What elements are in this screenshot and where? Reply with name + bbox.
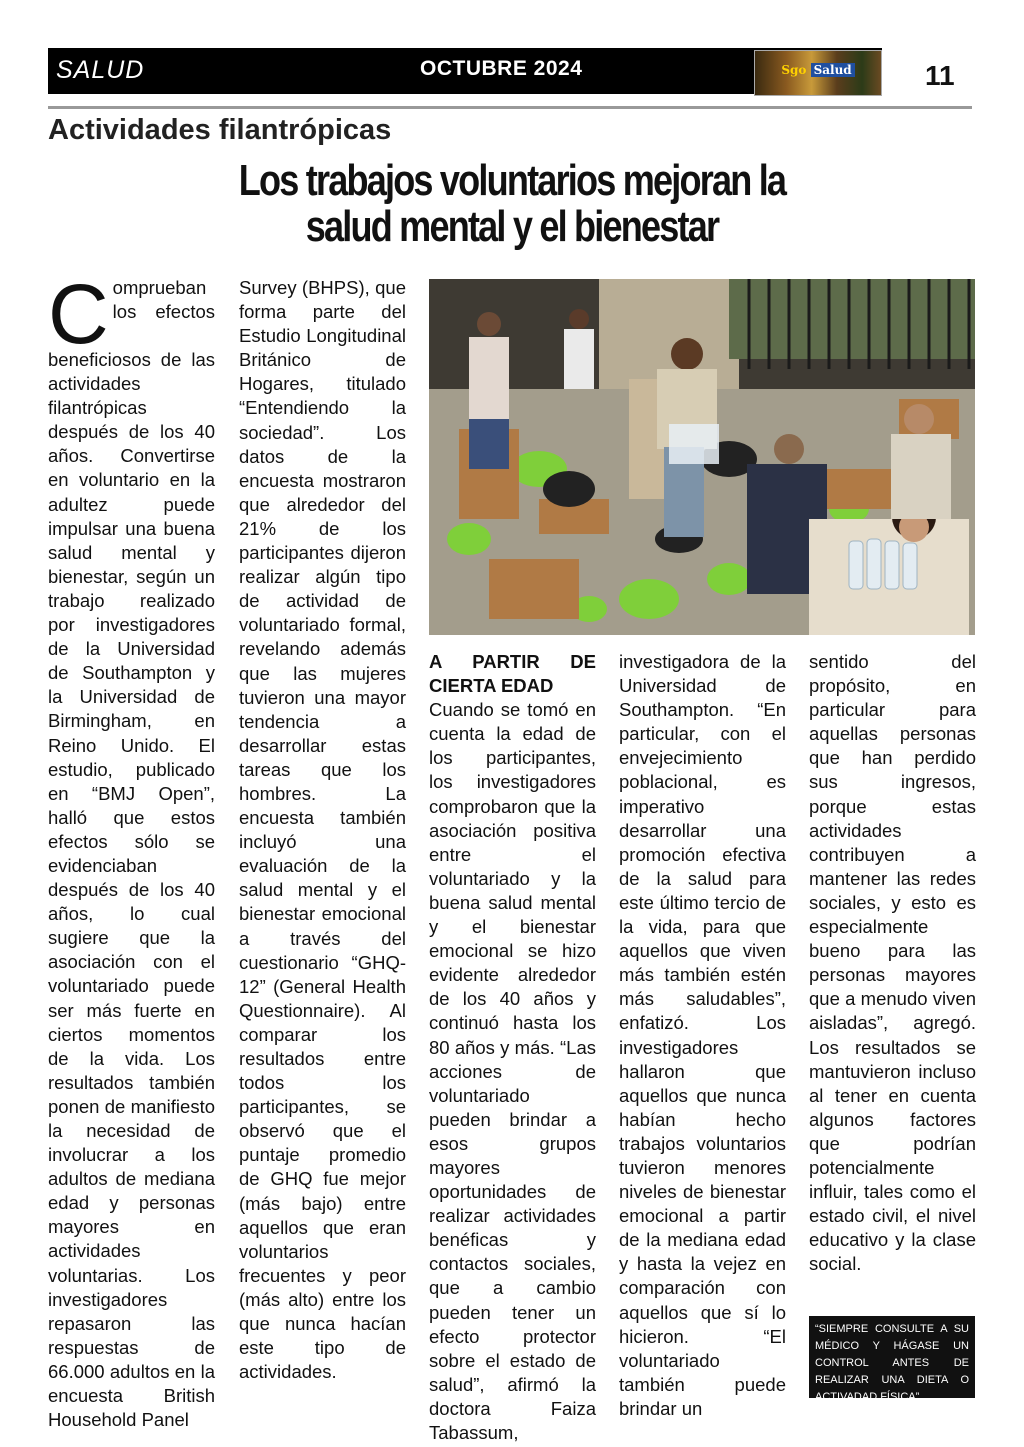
publication-logo	[754, 50, 882, 96]
section-label: SALUD	[56, 56, 145, 84]
page-number: 11	[925, 60, 955, 91]
headline-line-2: salud mental y el bienestar	[305, 202, 719, 251]
section-subhead: A PARTIR DE CIERTA EDAD	[429, 651, 596, 697]
header-divider	[48, 106, 972, 109]
article-headline	[215, 158, 809, 250]
article-kicker: Actividades filantrópicas	[48, 114, 392, 146]
body-column-1	[48, 267, 215, 1432]
body-column-5: sentido del propósito, en particular para aquellas personas que han perdido sus ingresos, porque estas actividades contribuyen a mantener las redes sociales, y esto es especialmente bueno para las personas mayores que a menudo viven aisladas”, agregó. Los resultados se mantuvieron incluso al tener en cuenta algunos factores que podrían potencialmente influir, tales como el estado civil, el nivel educativo y la clase social.	[809, 651, 976, 1275]
body-column-4: investigadora de la Universidad de Southampton. “En particular, con el envejecimiento poblacional, es imperativo desarrollar una promoción efectiva de la salud para este último tercio de la vida, para que aquellos que viven más también estén más saludables”, enfatizó. Los investigadores hallaron que aquellos que nunca habían hecho trabajos voluntarios tuvieron menores niveles de bienestar emocional a partir de la mediana edad y hasta la vejez en comparación con aquellos que sí lo hicieron. “El voluntariado también puede brindar un	[619, 651, 786, 1419]
header-bar	[48, 48, 972, 94]
drop-cap: C	[48, 267, 109, 361]
column-3-text: Cuando se tomó en cuenta la edad de los participantes, los investigadores comprobaron que la asociación positiva entre el voluntariado y la buena salud mental y el bienestar emocional se hizo evidente alrededor de los 40 años y continuó hasta los 80 años y más. “Las acciones de voluntariado pueden brindar a esos grupos mayores oportunidades de realizar actividades benéficas y contactos sociales, que a cambio pueden tener un efecto protector sobre el estado de salud”, afirmó la doctora Faiza Tabassum,	[429, 699, 596, 1443]
body-column-3	[429, 650, 596, 1445]
issue-date: OCTUBRE 2024	[420, 57, 583, 80]
health-disclaimer-box: “SIEMPRE CONSULTE A SU MÉDICO Y HÁGASE UN CONTROL ANTES DE REALIZAR UNA DIETA O ACTIVADAD FÍSICA”	[809, 1316, 975, 1398]
volunteers-photo	[429, 279, 975, 635]
column-1-text: omprueban los efectos beneficiosos de las actividades filantrópicas después de los 40 años. Convertirse en voluntario en la adultez puede impulsar una buena salud mental y bienestar, según un trabajo realizado por investigadores de la Universidad de Southampton y la Universidad de Birmingham, en Reino Unido. El estudio, publicado en “BMJ Open”, halló que estos efectos sólo se evidenciaban después de los 40 años, lo cual sugiere que la asociación con el voluntariado puede ser más fuerte en ciertos momentos de la vida. Los resultados también ponen de manifiesto la necesidad de involucrar a los adultos de mediana edad y personas mayores en actividades voluntarias. Los investigadores repasaron las respuestas de 66.000 adultos en la encuesta British Household Panel	[48, 277, 215, 1431]
logo-text: Sgo Salud	[755, 63, 881, 77]
photo-illustration	[429, 279, 975, 635]
headline-line-1: Los trabajos voluntarios mejoran la	[238, 156, 786, 205]
body-column-2: Survey (BHPS), que forma parte del Estudio Longitudinal Británico de Hogares, titulado “Entendiendo la sociedad”. Los datos de la encuesta mostraron que alrededor del 21% de los participantes dijeron realizar algún tipo de actividad de voluntariado formal, revelando además que las mujeres tuvieron una mayor tendencia a desarrollar estas tareas que los hombres. La encuesta también incluyó una evaluación de la salud mental y el bienestar emocional a través del cuestionario “GHQ-12” (General Health Questionnaire). Al comparar los resultados entre todos los participantes, se observó que el puntaje promedio de GHQ fue mejor (más bajo) entre aquellos que eran voluntarios frecuentes y peor (más alto) entre los que nunca hacían este tipo de actividades.	[239, 277, 406, 1383]
